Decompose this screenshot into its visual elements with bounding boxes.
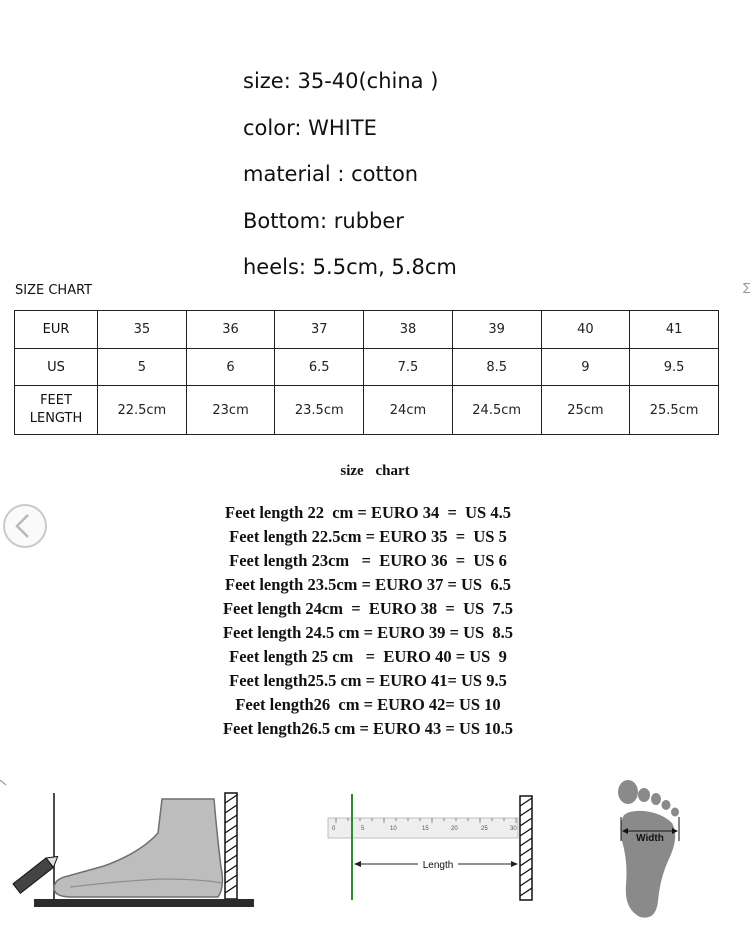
corner-mark <box>0 780 6 785</box>
table-cell: 8.5 <box>452 349 541 386</box>
size-table <box>14 310 719 435</box>
spec-bottom: Bottom: rubber <box>243 208 404 233</box>
table-cell: 39 <box>452 311 541 349</box>
row-header-eur: EUR <box>15 311 98 349</box>
table-row-eur <box>15 311 719 349</box>
table-cell: 22.5cm <box>98 386 187 435</box>
table-cell: 35 <box>98 311 187 349</box>
row-header-line: LENGTH <box>29 411 83 426</box>
table-cell: 5 <box>98 349 187 386</box>
foot-measure-illustration <box>0 775 265 915</box>
conversion-list <box>0 501 736 741</box>
ruler-tick-label: 20 <box>451 826 458 832</box>
conversion-line: Feet length 23.5cm = EURO 37 = US 6.5 <box>225 575 511 594</box>
ruler-illustration <box>320 790 545 905</box>
product-specs <box>243 66 457 299</box>
table-row-us <box>15 349 719 386</box>
width-label: Width <box>636 833 664 844</box>
conversion-line: Feet length 24cm = EURO 38 = US 7.5 <box>222 599 514 618</box>
row-header-us: US <box>15 349 98 386</box>
table-cell: 38 <box>364 311 453 349</box>
footprint-sole <box>620 811 675 918</box>
table-cell: 37 <box>275 311 364 349</box>
row-header-feet-length <box>15 386 98 435</box>
conversion-line: Feet length 25 cm = EURO 40 = US 9 <box>229 647 507 666</box>
table-cell: 24.5cm <box>452 386 541 435</box>
foot-shape <box>54 799 222 897</box>
toe <box>651 793 661 805</box>
arrow-head-right <box>511 861 518 867</box>
floor <box>34 899 254 907</box>
ruler-tick-label: 10 <box>390 826 397 832</box>
spec-heels: heels: 5.5cm, 5.8cm <box>243 255 457 279</box>
conversion-line: Feet length25.5 cm = EURO 41= US 9.5 <box>229 671 507 690</box>
toe <box>638 788 650 802</box>
table-cell: 40 <box>541 311 630 349</box>
footprint-illustration <box>600 775 700 925</box>
sigma-glyph: ∑ <box>743 281 750 294</box>
table-cell: 6 <box>186 349 275 386</box>
table-cell: 9 <box>541 349 630 386</box>
conversion-line: Feet length 23cm = EURO 36 = US 6 <box>229 551 507 570</box>
table-cell: 41 <box>630 311 719 349</box>
conversion-line: Feet length26.5 cm = EURO 43 = US 10.5 <box>222 719 514 738</box>
ruler-tick-label: 0 <box>332 826 336 832</box>
table-cell: 9.5 <box>630 349 719 386</box>
ruler-tick-label: 15 <box>422 826 429 832</box>
row-header-line: FEET <box>40 393 72 408</box>
table-cell: 24cm <box>364 386 453 435</box>
toe <box>662 800 671 810</box>
conversion-line: Feet length26 cm = EURO 42= US 10 <box>235 695 501 714</box>
spec-size: size: 35-40(china ) <box>243 69 439 93</box>
table-cell: 7.5 <box>364 349 453 386</box>
table-cell: 25cm <box>541 386 630 435</box>
table-cell: 36 <box>186 311 275 349</box>
length-label: Length <box>422 860 454 871</box>
spec-material: material : cotton <box>243 162 419 186</box>
table-row-feet-length <box>15 386 719 435</box>
conversion-line: Feet length 24.5 cm = EURO 39 = US 8.5 <box>222 623 514 642</box>
ruler-tick-label: 30 <box>510 826 517 832</box>
table-cell: 23.5cm <box>275 386 364 435</box>
spec-color: color: WHITE <box>243 115 377 140</box>
size-chart-title: SIZE CHART <box>15 283 93 298</box>
table-cell: 23cm <box>186 386 275 435</box>
conversion-title: size chart <box>340 463 410 479</box>
arrow-head-left <box>354 861 361 867</box>
ruler-tick-label: 25 <box>481 826 488 832</box>
toe <box>618 780 638 804</box>
conversion-line: Feet length 22 cm = EURO 34 = US 4.5 <box>225 503 511 522</box>
conversion-line: Feet length 22.5cm = EURO 35 = US 5 <box>229 527 507 546</box>
table-cell: 6.5 <box>275 349 364 386</box>
toe <box>671 808 679 817</box>
table-cell: 25.5cm <box>630 386 719 435</box>
ruler-tick-label: 5 <box>361 826 365 832</box>
